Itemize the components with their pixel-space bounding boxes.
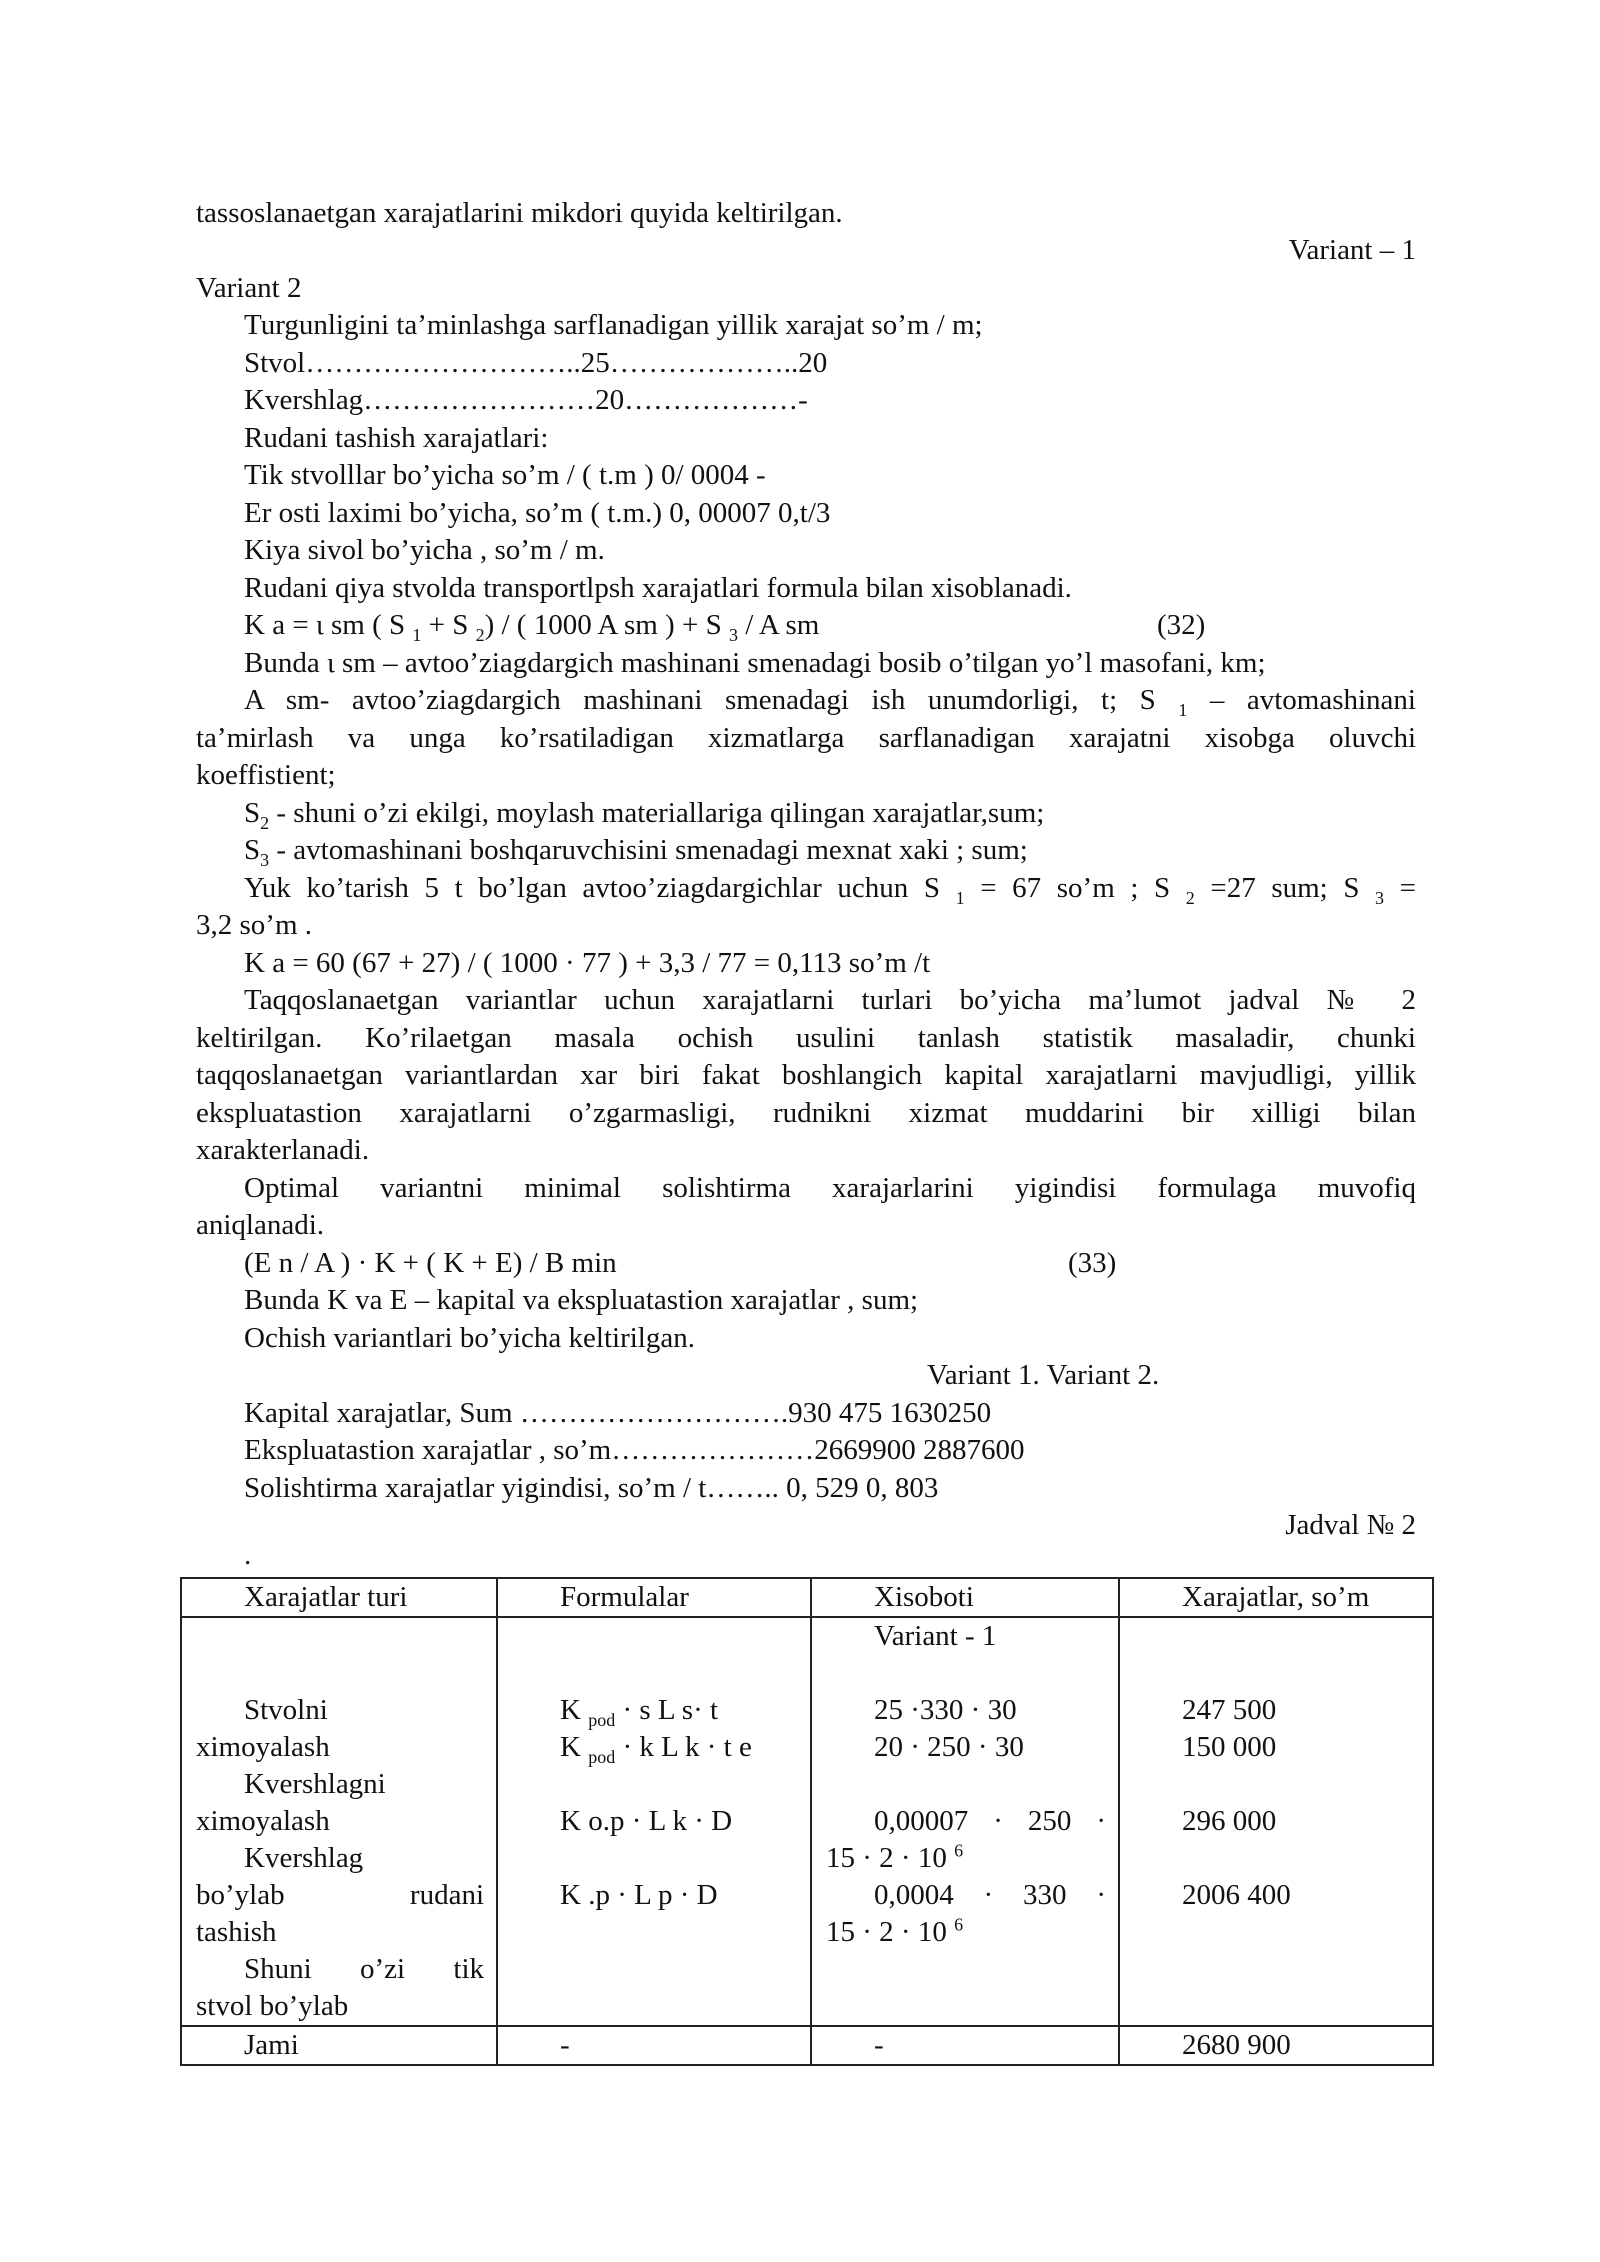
text-line: Yuk ko’tarish 5 t bo’lgan avtoo’ziagdargichlar uchun S $_1$ = 67 so’m ; S $_2$ =27 sum; S $_3$ = [244, 872, 1416, 908]
text-line: keltirilgan. Ko’rilaetgan masala ochish usulini tanlash statistik masaladir, chunki [196, 1022, 1416, 1054]
table-cell-text: - [874, 2029, 884, 2061]
text-line: Turgunligini ta’minlashga sarflanadigan yillik xarajat so’m / m; [244, 309, 983, 341]
table-cell-text: tashish [196, 1916, 277, 1948]
table-total-row [181, 2026, 1433, 2065]
variants-header: Variant 1. Variant 2. [927, 1359, 1160, 1391]
table-cell-text: stvol bo’ylab [196, 1990, 349, 2022]
variant-label: Variant - 1 [874, 1620, 997, 1652]
text-line: Kvershlag……………………20………………- [244, 384, 808, 416]
formula-text: K o.p · L k · D [560, 1805, 733, 1837]
text-line: Ochish variantlari bo’yicha keltirilgan. [244, 1322, 695, 1354]
text-line: ekspluatastion xarajatlarni o’zgarmasligi, rudnikni xizmat muddarini bir xilligi bilan [196, 1097, 1416, 1129]
table-cell [1119, 1617, 1433, 2026]
table-cell-text: ximoyalash [196, 1805, 330, 1837]
formula-text: K $_{pod}$ · k L k · t e [560, 1731, 752, 1767]
variant-1-heading: Variant – 1 [1288, 234, 1416, 266]
table-cell-text: 25 ·330 · 30 [874, 1694, 1017, 1726]
text-line: Rudani qiya stvolda transportlpsh xarajatlari formula bilan xisoblanadi. [244, 572, 1072, 604]
text-line: aniqlanadi. [196, 1209, 325, 1241]
text-line: Bunda ι sm – avtoo’ziagdargich mashinani smenadagi bosib o’tilgan yo’l masofani, km; [244, 647, 1266, 679]
text-line: K a = 60 (67 + 27) / ( 1000 · 77 ) + 3,3 / 77 = 0,113 so’m /t [244, 947, 931, 979]
text-line: taqqoslanaetgan variantlardan xar biri fakat boshlangich kapital xarajatlarni mavjudligi, yillik [196, 1059, 1416, 1091]
text-line: Er osti laximi bo’yicha, so’m ( t.m.) 0, 00007 0,t/3 [244, 497, 831, 529]
table-cell-text: ximoyalash [196, 1731, 330, 1763]
table-header-cell: Formulalar [560, 1581, 689, 1613]
text-line: koeffistient; [196, 759, 336, 791]
table-cell-text: 247 500 [1182, 1694, 1277, 1726]
formula-32: K a = ι sm ( S $_1$ + S $_2$) / ( 1000 A sm ) + S $_3$ / A sm [244, 609, 820, 645]
table-cell [181, 1617, 497, 2026]
table-cell-text: 2006 400 [1182, 1879, 1291, 1911]
text-line: Stvol………………………..25………………..20 [244, 347, 828, 379]
table-cell-text: Jami [244, 2029, 299, 2061]
table-header-row [181, 1578, 1433, 1617]
equation-number: (32) [1157, 609, 1206, 641]
costs-table [180, 1577, 1434, 2066]
table-cell [811, 1617, 1119, 2026]
text-line: Rudani tashish xarajatlari: [244, 422, 549, 454]
text-line: . [244, 1539, 252, 1571]
text-line: Taqqoslanaetgan variantlar uchun xarajatlarni turlari bo’yicha ma’lumot jadval № 2 [244, 984, 1416, 1016]
text-line: Kiya sivol bo’yicha , so’m / m. [244, 534, 605, 566]
table-header-cell: Xarajatlar, so’m [1182, 1581, 1370, 1613]
text-line: Bunda K va E – kapital va ekspluatastion xarajatlar , sum; [244, 1284, 919, 1316]
variant-2-heading: Variant 2 [196, 272, 302, 304]
table-header-cell: Xisoboti [874, 1581, 974, 1613]
equation-number: (33) [1068, 1247, 1117, 1279]
table-cell-text: 296 000 [1182, 1805, 1277, 1837]
table-cell-text: Stvolni [244, 1694, 328, 1726]
formula-text: K $_{pod}$ · s L s· t [560, 1694, 719, 1730]
text-line: 3,2 so’m . [196, 909, 312, 941]
text-line: $S_3$ - avtomashinani boshqaruvchisini smenadagi mexnat xaki ; sum; [244, 834, 1028, 870]
table-caption: Jadval № 2 [1285, 1509, 1416, 1541]
table-cell-text: 15 · 2 · 10 $^6$ [826, 1914, 964, 1948]
table-cell-text: bo’ylab rudani [196, 1879, 484, 1911]
table-cell-text: Kvershlagni [244, 1768, 386, 1800]
table-header-cell: Xarajatlar turi [244, 1581, 408, 1613]
table-cell-text: 0,0004 · 330 · [874, 1879, 1106, 1911]
text-line: xarakterlanadi. [196, 1134, 370, 1166]
text-line: $S_2$ - shuni o’zi ekilgi, moylash materiallariga qilingan xarajatlar,sum; [244, 797, 1045, 833]
table-row [181, 1617, 1433, 2026]
text-line: Solishtirma xarajatlar yigindisi, so’m / t…….. 0, 529 0, 803 [244, 1472, 939, 1504]
table-cell [497, 1617, 811, 2026]
text-line: Optimal variantni minimal solishtirma xarajarlarini yigindisi formulaga muvofiq [244, 1172, 1416, 1204]
table-cell-text: Kvershlag [244, 1842, 364, 1874]
text-line: A sm- avtoo’ziagdargich mashinani smenadagi ish unumdorligi, t; S $_1$ – avtomashinani [244, 684, 1416, 720]
table-cell-text: 15 · 2 · 10 $^6$ [826, 1840, 964, 1874]
text-line: Kapital xarajatlar, Sum ……………………….930 475 1630250 [244, 1397, 992, 1429]
formula-33: (E n / A ) · K + ( K + E) / B min [244, 1247, 617, 1279]
table-cell-text: 20 · 250 · 30 [874, 1731, 1024, 1763]
text-line: ta’mirlash va unga ko’rsatiladigan xizmatlarga sarflanadigan xarajatni xisobga oluvchi [196, 722, 1416, 754]
text-line: Tik stvolllar bo’yicha so’m / ( t.m ) 0/ 0004 - [244, 459, 766, 491]
formula-text: K .p · L p · D [560, 1879, 718, 1911]
table-cell-text: 0,00007 · 250 · [874, 1805, 1106, 1837]
table-cell-text: 150 000 [1182, 1731, 1277, 1763]
table-cell-text: 2680 900 [1182, 2029, 1291, 2061]
text-line: tassoslanaetgan xarajatlarini mikdori quyida keltirilgan. [196, 197, 843, 229]
table-cell-text: Shuni o’zi tik [244, 1953, 484, 1985]
text-line: Ekspluatastion xarajatlar , so’m…………………2669900 2887600 [244, 1434, 1025, 1466]
table-cell-text: - [560, 2029, 570, 2061]
